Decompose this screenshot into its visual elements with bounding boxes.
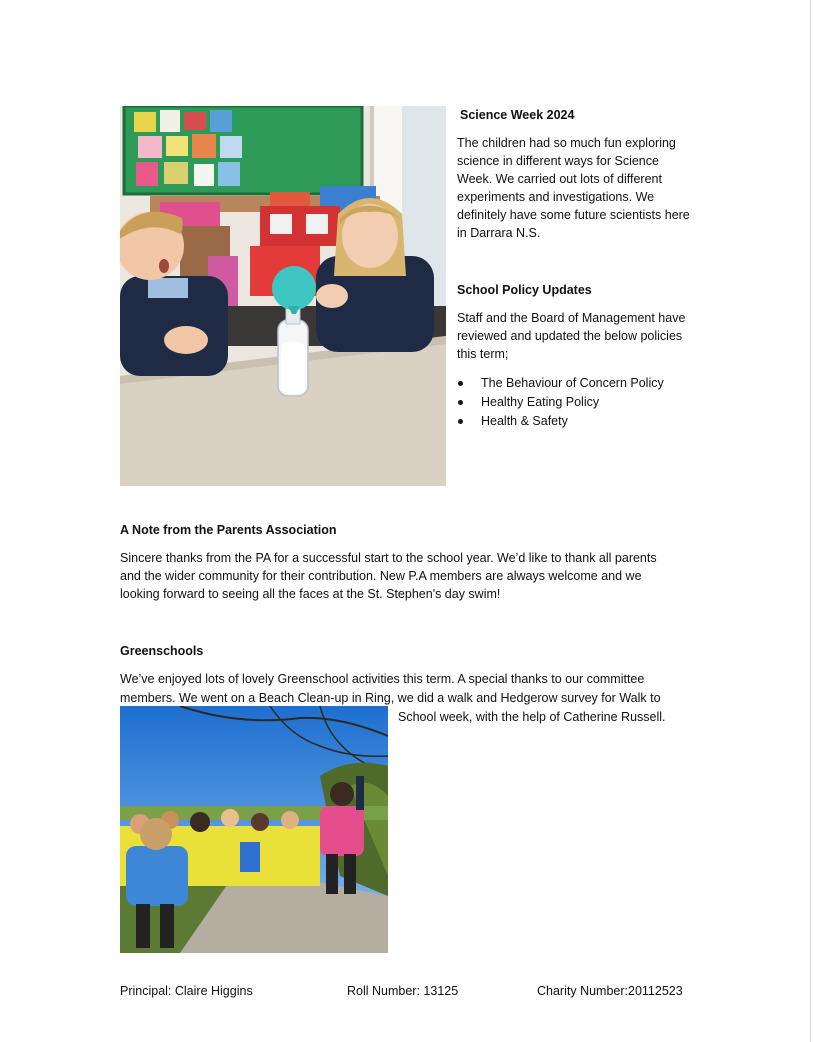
- footer-roll-number: Roll Number: 13125: [347, 984, 459, 998]
- page-edge: [810, 0, 811, 1042]
- greenschools-title: Greenschools: [120, 644, 204, 658]
- parents-association-title: A Note from the Parents Association: [120, 523, 337, 537]
- greenschools-text-line: School week, with the help of Catherine Russell.: [398, 710, 666, 724]
- footer-principal: Principal: Claire Higgins: [120, 984, 253, 998]
- science-week-photo: [120, 106, 446, 486]
- greenschools-text-line: We’ve enjoyed lots of lovely Greenschool activities this term. A special thanks to our committee: [120, 672, 645, 686]
- list-item: [457, 393, 664, 412]
- policy-item-label: The Behaviour of Concern Policy: [481, 376, 664, 390]
- list-item: [457, 374, 664, 393]
- bullet-icon: [458, 381, 463, 386]
- greenschools-walk-photo: [120, 706, 388, 953]
- science-week-title: Science Week 2024: [460, 108, 575, 122]
- bullet-icon: [458, 419, 463, 424]
- list-item: [457, 412, 664, 431]
- policy-updates-body: Staff and the Board of Management have reviewed and updated the below policies this term;: [457, 311, 686, 361]
- science-week-body: The children had so much fun exploring science in different ways for Science Week. We carried out lots of different experiments and investigations. We definitely have some future scientists here in Darrara N.S.: [457, 136, 690, 240]
- bullet-icon: [458, 400, 463, 405]
- policy-item-label: Health & Safety: [481, 414, 568, 428]
- parents-association-body: Sincere thanks from the PA for a successful start to the school year. We’d like to thank all parents and the wider community for their contribution. New P.A members are always welcome and we looking forward to seeing all the faces at the St. Stephen's day swim!: [120, 551, 657, 601]
- policy-item-label: Healthy Eating Policy: [481, 395, 600, 409]
- footer-charity-number: Charity Number:20112523: [537, 984, 683, 998]
- policy-list: [457, 374, 664, 431]
- policy-updates-title: School Policy Updates: [457, 283, 592, 297]
- greenschools-text-line: members. We went on a Beach Clean-up in Ring, we did a walk and Hedgerow survey for Walk to: [120, 691, 661, 705]
